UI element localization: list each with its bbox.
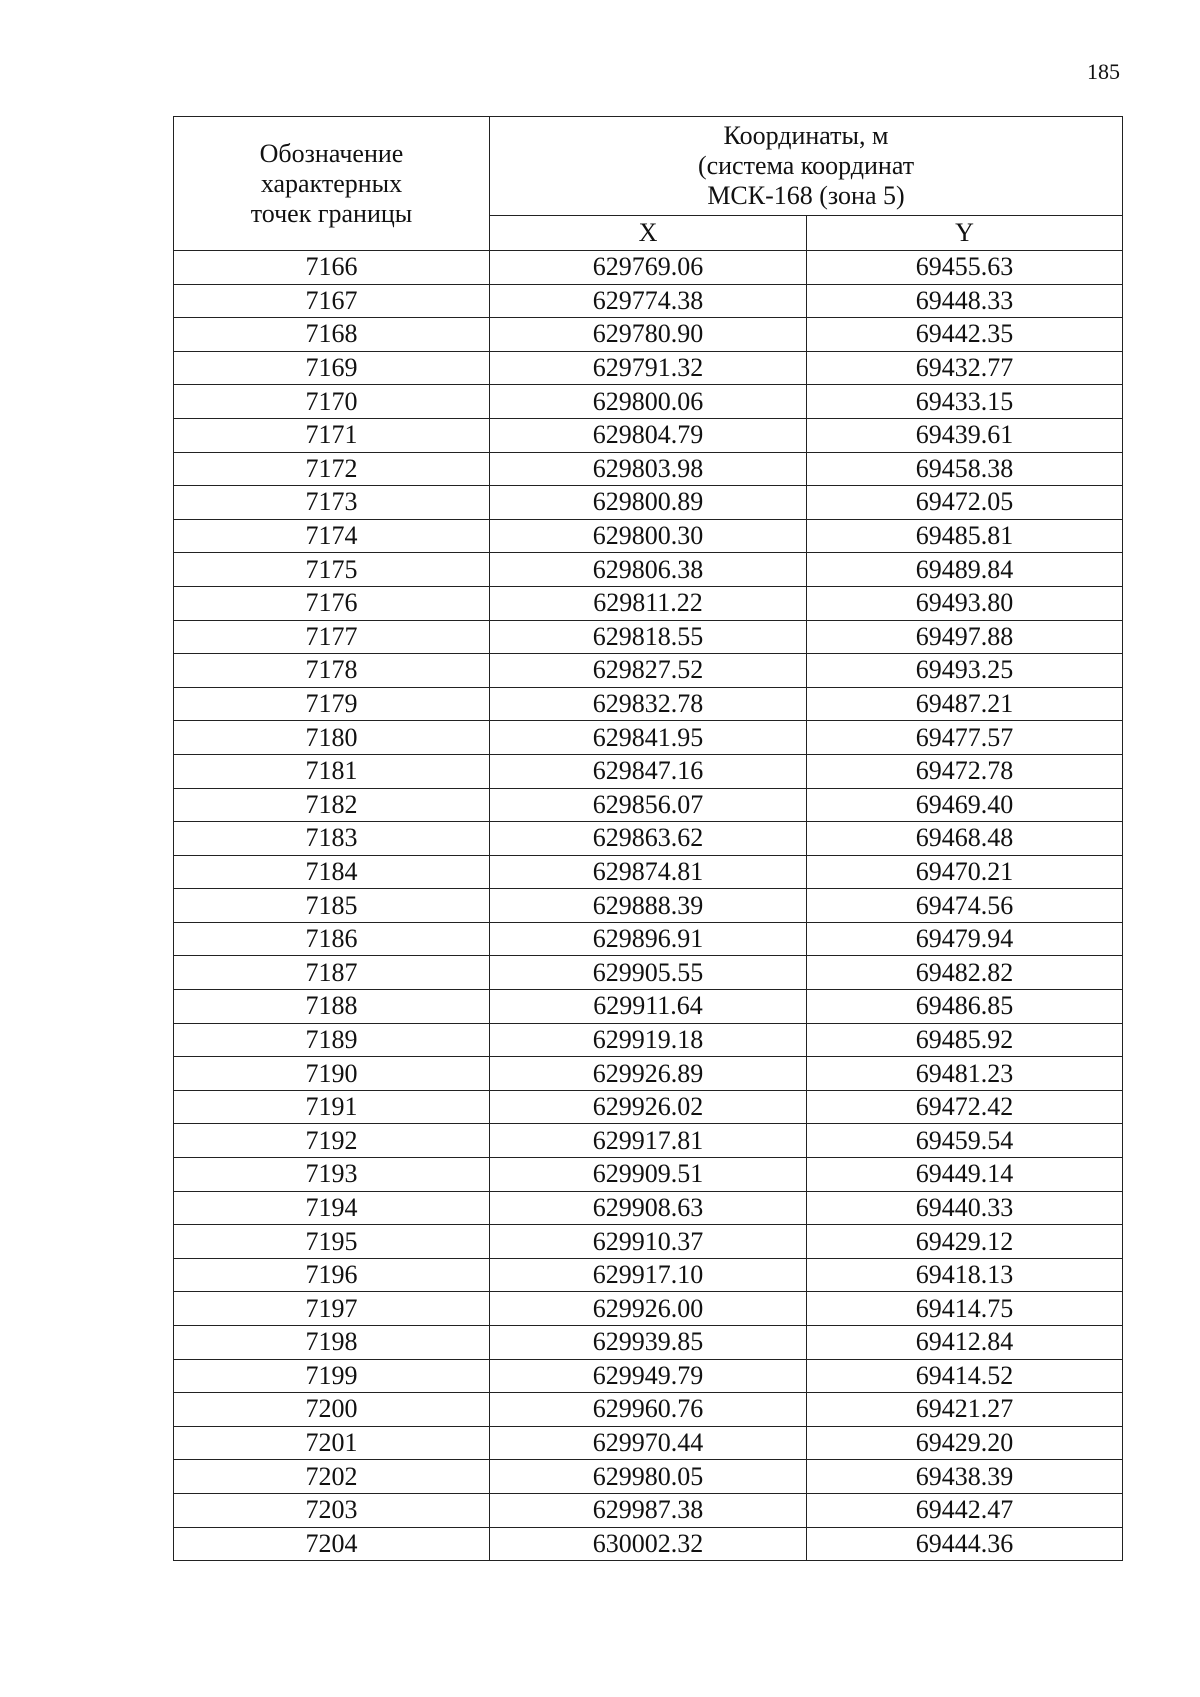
cell-x: 629939.85: [490, 1326, 807, 1360]
cell-x: 629806.38: [490, 553, 807, 587]
cell-y: 69459.54: [807, 1124, 1123, 1158]
cell-point: 7183: [174, 822, 490, 856]
table-row: [174, 956, 1123, 990]
cell-y: 69414.52: [807, 1359, 1123, 1393]
cell-y: 69481.23: [807, 1057, 1123, 1091]
cell-point: 7189: [174, 1023, 490, 1057]
cell-y: 69444.36: [807, 1527, 1123, 1561]
cell-x: 629863.62: [490, 822, 807, 856]
cell-point: 7182: [174, 788, 490, 822]
table-row: [174, 1023, 1123, 1057]
cell-point: 7172: [174, 452, 490, 486]
cell-x: 629780.90: [490, 318, 807, 352]
cell-x: 629803.98: [490, 452, 807, 486]
cell-x: 629909.51: [490, 1158, 807, 1192]
cell-point: 7186: [174, 922, 490, 956]
header-x: X: [490, 216, 807, 251]
cell-point: 7177: [174, 620, 490, 654]
table-row: [174, 889, 1123, 923]
table-row: [174, 452, 1123, 486]
cell-point: 7169: [174, 351, 490, 385]
cell-x: 629987.38: [490, 1493, 807, 1527]
cell-point: 7192: [174, 1124, 490, 1158]
cell-x: 629960.76: [490, 1393, 807, 1427]
cell-point: 7174: [174, 519, 490, 553]
cell-x: 629917.10: [490, 1258, 807, 1292]
table-row: [174, 586, 1123, 620]
cell-point: 7190: [174, 1057, 490, 1091]
cell-x: 629847.16: [490, 754, 807, 788]
header-point-line: Обозначение: [259, 138, 404, 168]
cell-x: 629832.78: [490, 687, 807, 721]
cell-x: 629917.81: [490, 1124, 807, 1158]
cell-y: 69493.80: [807, 586, 1123, 620]
cell-point: 7191: [174, 1090, 490, 1124]
cell-point: 7180: [174, 721, 490, 755]
cell-point: 7196: [174, 1258, 490, 1292]
cell-point: 7187: [174, 956, 490, 990]
header-y: Y: [807, 216, 1123, 251]
cell-y: 69455.63: [807, 251, 1123, 285]
cell-x: 629827.52: [490, 654, 807, 688]
cell-y: 69433.15: [807, 385, 1123, 419]
table-row: [174, 1460, 1123, 1494]
table-row: [174, 251, 1123, 285]
cell-y: 69438.39: [807, 1460, 1123, 1494]
cell-x: 629769.06: [490, 251, 807, 285]
cell-point: 7166: [174, 251, 490, 285]
cell-y: 69412.84: [807, 1326, 1123, 1360]
cell-x: 629910.37: [490, 1225, 807, 1259]
cell-y: 69429.20: [807, 1426, 1123, 1460]
table-header: [174, 117, 1123, 251]
table-row: [174, 1225, 1123, 1259]
table-row: [174, 1191, 1123, 1225]
table-row: [174, 788, 1123, 822]
cell-y: 69439.61: [807, 418, 1123, 452]
cell-y: 69468.48: [807, 822, 1123, 856]
cell-x: 629926.00: [490, 1292, 807, 1326]
cell-y: 69482.82: [807, 956, 1123, 990]
cell-y: 69485.81: [807, 519, 1123, 553]
table-body: [174, 251, 1123, 1561]
cell-x: 629841.95: [490, 721, 807, 755]
cell-y: 69448.33: [807, 284, 1123, 318]
cell-y: 69421.27: [807, 1393, 1123, 1427]
cell-x: 629800.89: [490, 486, 807, 520]
cell-point: 7188: [174, 990, 490, 1024]
cell-y: 69418.13: [807, 1258, 1123, 1292]
header-coords-line: (система координат: [697, 151, 915, 181]
cell-x: 629980.05: [490, 1460, 807, 1494]
table-row: [174, 351, 1123, 385]
cell-y: 69414.75: [807, 1292, 1123, 1326]
cell-x: 629970.44: [490, 1426, 807, 1460]
cell-point: 7175: [174, 553, 490, 587]
table-row: [174, 519, 1123, 553]
table-row: [174, 687, 1123, 721]
cell-point: 7176: [174, 586, 490, 620]
table-row: [174, 855, 1123, 889]
table-row: [174, 1393, 1123, 1427]
cell-point: 7200: [174, 1393, 490, 1427]
table-row: [174, 1057, 1123, 1091]
cell-point: 7197: [174, 1292, 490, 1326]
cell-x: 629908.63: [490, 1191, 807, 1225]
page-number: 185: [1087, 59, 1120, 84]
cell-point: 7173: [174, 486, 490, 520]
cell-y: 69442.47: [807, 1493, 1123, 1527]
table-row: [174, 754, 1123, 788]
table-row: [174, 318, 1123, 352]
cell-y: 69477.57: [807, 721, 1123, 755]
table-row: [174, 620, 1123, 654]
cell-x: 629919.18: [490, 1023, 807, 1057]
table-row: [174, 1158, 1123, 1192]
cell-point: 7204: [174, 1527, 490, 1561]
cell-point: 7184: [174, 855, 490, 889]
cell-x: 629856.07: [490, 788, 807, 822]
cell-y: 69497.88: [807, 620, 1123, 654]
cell-point: 7194: [174, 1191, 490, 1225]
cell-y: 69472.78: [807, 754, 1123, 788]
cell-x: 629800.30: [490, 519, 807, 553]
cell-y: 69472.05: [807, 486, 1123, 520]
cell-x: 629911.64: [490, 990, 807, 1024]
cell-point: 7195: [174, 1225, 490, 1259]
table-row: [174, 1326, 1123, 1360]
cell-x: 629774.38: [490, 284, 807, 318]
cell-y: 69472.42: [807, 1090, 1123, 1124]
header-coordinates: [490, 117, 1123, 216]
header-coords-line: МСК-168 (зона 5): [707, 181, 905, 211]
cell-x: 629804.79: [490, 418, 807, 452]
header-coords-line: Координаты, м: [723, 121, 889, 151]
table-row: [174, 1124, 1123, 1158]
cell-x: 629800.06: [490, 385, 807, 419]
table-row: [174, 1493, 1123, 1527]
cell-point: 7202: [174, 1460, 490, 1494]
cell-point: 7181: [174, 754, 490, 788]
cell-y: 69479.94: [807, 922, 1123, 956]
table-row: [174, 418, 1123, 452]
cell-y: 69493.25: [807, 654, 1123, 688]
table-row: [174, 654, 1123, 688]
cell-y: 69458.38: [807, 452, 1123, 486]
cell-x: 629949.79: [490, 1359, 807, 1393]
cell-point: 7170: [174, 385, 490, 419]
cell-x: 630002.32: [490, 1527, 807, 1561]
cell-x: 629926.02: [490, 1090, 807, 1124]
table-row: [174, 990, 1123, 1024]
cell-y: 69489.84: [807, 553, 1123, 587]
table-row: [174, 1527, 1123, 1561]
cell-x: 629791.32: [490, 351, 807, 385]
cell-x: 629818.55: [490, 620, 807, 654]
cell-y: 69487.21: [807, 687, 1123, 721]
cell-point: 7168: [174, 318, 490, 352]
coordinates-table: [173, 116, 1123, 1561]
cell-y: 69474.56: [807, 889, 1123, 923]
cell-point: 7201: [174, 1426, 490, 1460]
table-row: [174, 385, 1123, 419]
cell-y: 69429.12: [807, 1225, 1123, 1259]
table-row: [174, 922, 1123, 956]
table-row: [174, 1258, 1123, 1292]
cell-y: 69485.92: [807, 1023, 1123, 1057]
cell-point: 7193: [174, 1158, 490, 1192]
cell-y: 69470.21: [807, 855, 1123, 889]
cell-x: 629905.55: [490, 956, 807, 990]
table-row: [174, 1292, 1123, 1326]
cell-x: 629888.39: [490, 889, 807, 923]
cell-x: 629811.22: [490, 586, 807, 620]
table-row: [174, 284, 1123, 318]
table-row: [174, 553, 1123, 587]
cell-y: 69469.40: [807, 788, 1123, 822]
cell-point: 7167: [174, 284, 490, 318]
cell-y: 69442.35: [807, 318, 1123, 352]
table-row: [174, 1090, 1123, 1124]
header-point-line: точек границы: [250, 198, 413, 228]
cell-x: 629926.89: [490, 1057, 807, 1091]
table-row: [174, 1359, 1123, 1393]
table-row: [174, 1426, 1123, 1460]
cell-point: 7179: [174, 687, 490, 721]
cell-point: 7198: [174, 1326, 490, 1360]
table-row: [174, 721, 1123, 755]
cell-point: 7203: [174, 1493, 490, 1527]
cell-y: 69440.33: [807, 1191, 1123, 1225]
cell-point: 7171: [174, 418, 490, 452]
header-point-designation: [174, 117, 490, 251]
cell-y: 69449.14: [807, 1158, 1123, 1192]
cell-point: 7185: [174, 889, 490, 923]
cell-point: 7199: [174, 1359, 490, 1393]
cell-y: 69432.77: [807, 351, 1123, 385]
cell-x: 629874.81: [490, 855, 807, 889]
header-point-line: характерных: [260, 168, 403, 198]
cell-point: 7178: [174, 654, 490, 688]
table-row: [174, 822, 1123, 856]
table-row: [174, 486, 1123, 520]
cell-y: 69486.85: [807, 990, 1123, 1024]
cell-x: 629896.91: [490, 922, 807, 956]
